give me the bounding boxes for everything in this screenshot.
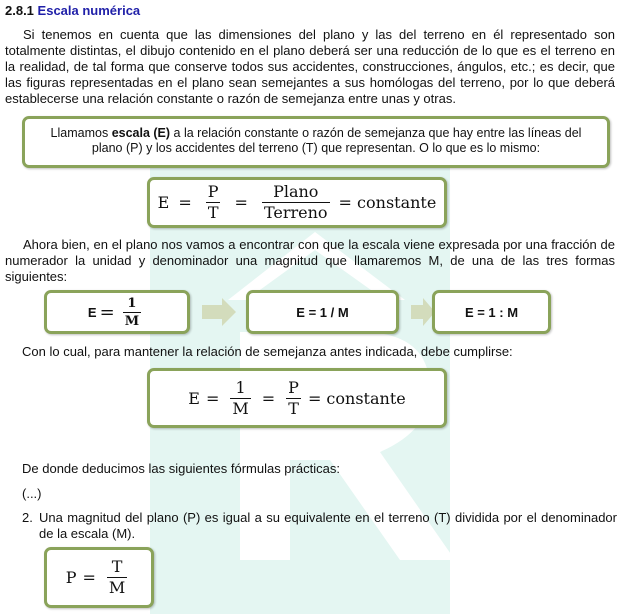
denominator: T: [207, 203, 219, 222]
section-heading: [5, 3, 140, 18]
numerator: 1: [127, 295, 137, 311]
numerator: P: [288, 377, 299, 397]
intro-paragraph: Si tenemos en cuenta que las dimensiones del plano y las del terreno en él representado son totalmente distintas, el dibujo contenido en el plano deberá ser una reducción de lo que es el terreno en la realidad, de tal forma que conserve todos sus accidentes, construcciones, ángulos, etc.; es decir, que las figuras representadas en el plano sean semejantes a sus homólogas del terreno, por lo que deberá establecerse una relación constante o razón de semejanza entre unas y otras.: [5, 27, 615, 106]
fraction-p-over-t: [206, 183, 221, 222]
numerator: P: [207, 182, 219, 201]
formula-rhs: = constante: [338, 193, 437, 212]
equals-sign: =: [234, 193, 248, 212]
scale-form-fraction: [44, 290, 190, 334]
list-item-number: 2.: [22, 510, 33, 525]
fraction-t-over-m: [107, 558, 127, 597]
list-item-2: [22, 510, 617, 542]
fraction-1-over-m: [230, 379, 250, 418]
denominator: Terreno: [263, 203, 328, 222]
numerator: T: [111, 557, 123, 576]
numerator: Plano: [273, 182, 319, 201]
denominator: M: [124, 313, 140, 329]
formula-lhs: E: [188, 388, 200, 408]
equals-sign: =: [82, 568, 96, 587]
equals-sign: =: [205, 388, 220, 408]
formula-lhs: P: [65, 568, 77, 587]
definition-term: escala (E): [111, 126, 171, 140]
fraction-1-over-m: [123, 296, 141, 329]
formula-lhs: E: [157, 193, 170, 212]
section-title: Escala numérica: [37, 3, 141, 18]
scale-form-slash: [246, 290, 399, 334]
scale-form-text: E = 1 / M: [296, 304, 349, 320]
fraction-plano-over-terreno: [262, 183, 330, 222]
definition-suffix: a la relación constante o razón de semejanza que hay entre las líneas del plano (P) y los accidentes del terreno (T) que representan. O lo que es lo mismo:: [91, 126, 582, 155]
arrow-right-icon: [202, 298, 236, 326]
scale-form-colon: [432, 290, 551, 334]
equals-sign: =: [261, 388, 276, 408]
denominator: M: [108, 578, 126, 597]
formula-scale-condition: [147, 368, 447, 428]
definition-box: [22, 116, 610, 168]
formula-scale-definition: [147, 177, 447, 228]
forms-intro-paragraph: Ahora bien, en el plano nos vamos a encontrar con que la escala viene expresada por una fracción de numerador la unidad y denominador una magnitud que llamaremos M, de una de las tres formas siguientes:: [5, 237, 615, 284]
list-item-text: Una magnitud del plano (P) es igual a su equivalente en el terreno (T) dividida por el denominador de la escala (M).: [39, 510, 617, 541]
condition-intro-paragraph: Con lo cual, para mantener la relación de semejanza antes indicada, debe cumplirse:: [22, 344, 513, 359]
denominator: M: [232, 398, 249, 418]
equals-sign: =: [99, 301, 115, 323]
equals-sign: =: [178, 193, 192, 212]
denominator: T: [288, 398, 299, 418]
deduce-intro-paragraph: De donde deducimos las siguientes fórmulas prácticas:: [22, 461, 340, 476]
formula-p-equals-t-over-m: [44, 547, 154, 608]
fraction-p-over-t: [286, 379, 301, 418]
formula-rhs: = constante: [307, 388, 406, 408]
scale-form-lhs: E: [87, 304, 97, 320]
scale-form-text: E = 1 : M: [464, 304, 519, 320]
section-number: 2.8.1: [5, 3, 34, 18]
definition-prefix: Llamamos: [50, 126, 112, 140]
ellipsis-text: (...): [22, 486, 42, 501]
numerator: 1: [235, 377, 246, 397]
